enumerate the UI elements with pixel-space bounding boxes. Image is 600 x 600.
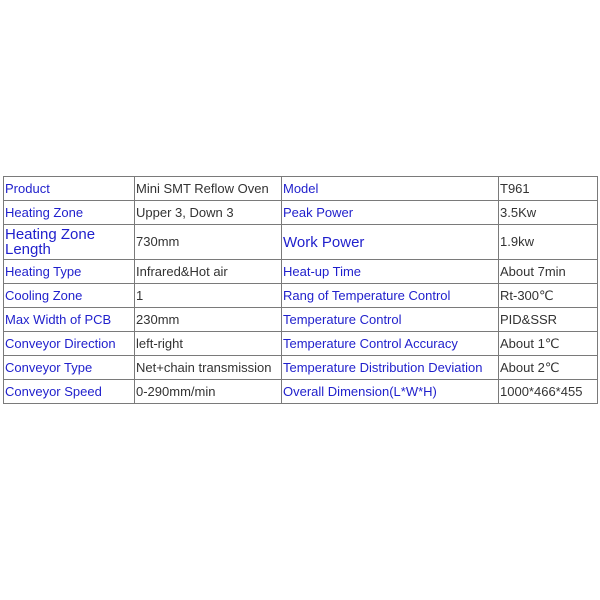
spec-value: Infrared&Hot air (135, 260, 282, 284)
spec-value: 3.5Kw (499, 201, 598, 225)
table-row (4, 332, 598, 356)
spec-value: About 2℃ (499, 356, 598, 380)
table-row (4, 225, 598, 260)
spec-label: Max Width of PCB (4, 308, 135, 332)
spec-value: Upper 3, Down 3 (135, 201, 282, 225)
table-row (4, 201, 598, 225)
spec-table (3, 176, 598, 404)
table-row (4, 308, 598, 332)
spec-value: 0-290mm/min (135, 380, 282, 404)
spec-label: Peak Power (282, 201, 499, 225)
spec-label: Conveyor Speed (4, 380, 135, 404)
spec-label: Model (282, 177, 499, 201)
spec-label: Heat-up Time (282, 260, 499, 284)
spec-label: Temperature Distribution Deviation (282, 356, 499, 380)
spec-label: Cooling Zone (4, 284, 135, 308)
spec-value: T961 (499, 177, 598, 201)
table-row (4, 380, 598, 404)
spec-value: 1000*466*455 (499, 380, 598, 404)
spec-label: Heating Type (4, 260, 135, 284)
table-row (4, 356, 598, 380)
spec-value: Net+chain transmission (135, 356, 282, 380)
table-row (4, 284, 598, 308)
spec-value: Rt-300℃ (499, 284, 598, 308)
spec-label: Overall Dimension(L*W*H) (282, 380, 499, 404)
spec-label: Product (4, 177, 135, 201)
spec-value: 1 (135, 284, 282, 308)
spec-value: left-right (135, 332, 282, 356)
spec-value: About 1℃ (499, 332, 598, 356)
spec-value: Mini SMT Reflow Oven (135, 177, 282, 201)
spec-label: Heating Zone (4, 201, 135, 225)
spec-label: Temperature Control Accuracy (282, 332, 499, 356)
spec-label: Work Power (282, 225, 499, 260)
spec-value: 230mm (135, 308, 282, 332)
table-row (4, 260, 598, 284)
spec-label: Heating Zone Length (4, 225, 135, 260)
spec-value: About 7min (499, 260, 598, 284)
spec-label: Rang of Temperature Control (282, 284, 499, 308)
spec-label: Conveyor Direction (4, 332, 135, 356)
spec-value: 1.9kw (499, 225, 598, 260)
spec-value: PID&SSR (499, 308, 598, 332)
table-row (4, 177, 598, 201)
spec-label: Conveyor Type (4, 356, 135, 380)
spec-label: Temperature Control (282, 308, 499, 332)
spec-value: 730mm (135, 225, 282, 260)
